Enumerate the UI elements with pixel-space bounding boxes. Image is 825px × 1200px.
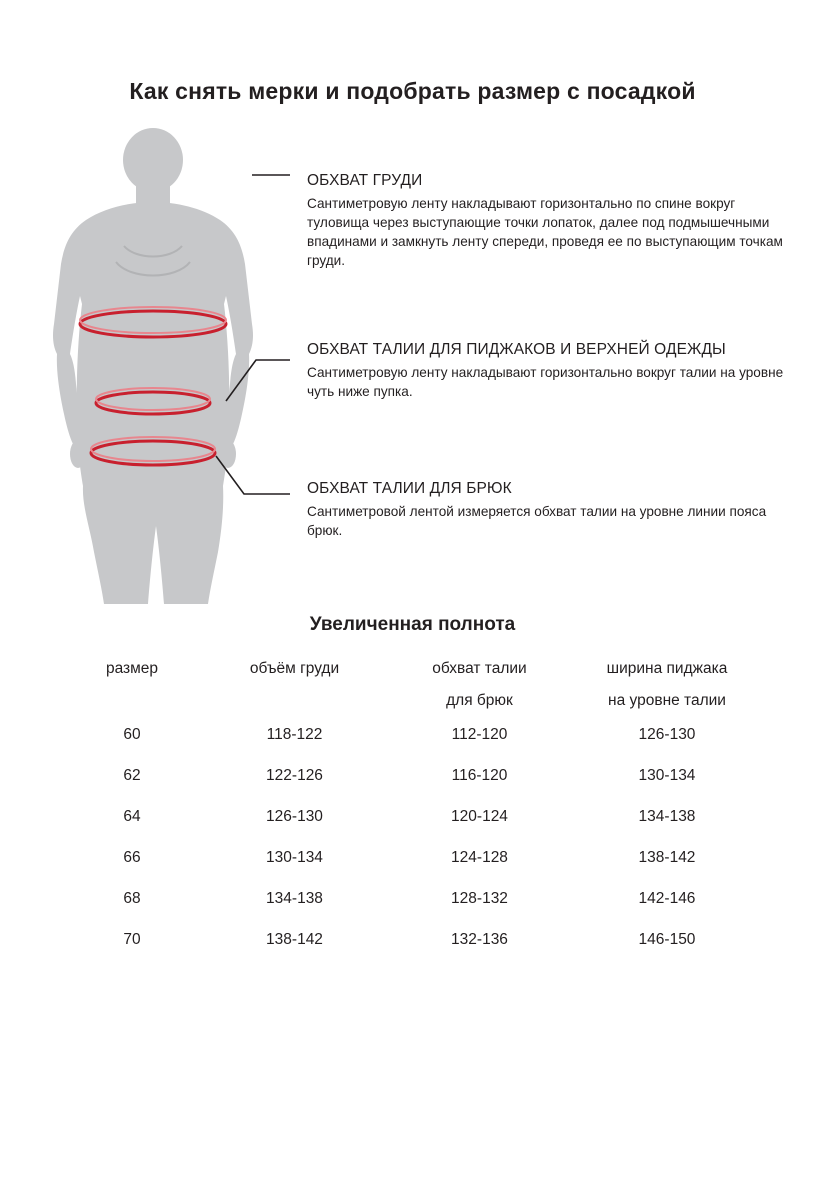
callout-trouser-waist — [307, 480, 787, 540]
size-table — [62, 660, 762, 960]
callout-jacket-waist-heading: ОБХВАТ ТАЛИИ ДЛЯ ПИДЖАКОВ И ВЕРХНЕЙ ОДЕЖДЫ — [307, 341, 726, 358]
cell-jacket-width: 130-134 — [638, 767, 696, 784]
body-figure-svg — [20, 128, 290, 608]
header-line1: объём груди — [249, 660, 340, 677]
header-line1: обхват талии — [432, 660, 527, 677]
table-row — [62, 837, 762, 878]
header-line1: размер — [105, 660, 159, 677]
table-row — [62, 714, 762, 755]
body-figure — [20, 128, 290, 608]
cell-size: 64 — [123, 808, 141, 825]
cell-chest: 138-142 — [266, 931, 323, 948]
cell-waist: 128-132 — [451, 890, 508, 907]
header-line1: ширина пиджака — [606, 660, 728, 677]
cell-waist: 124-128 — [451, 849, 508, 866]
body-silhouette — [53, 128, 253, 604]
table-row — [62, 878, 762, 919]
callout-trouser-waist-heading: ОБХВАТ ТАЛИИ ДЛЯ БРЮК — [307, 480, 512, 497]
cell-chest: 130-134 — [266, 849, 323, 866]
size-table-header-chest — [202, 660, 387, 714]
table-row — [62, 755, 762, 796]
cell-chest: 118-122 — [266, 726, 323, 743]
cell-chest: 126-130 — [266, 808, 323, 825]
header-line2: для брюк — [446, 692, 513, 709]
callout-chest-body: Сантиметровую ленту накладывают горизонтально по спине вокруг туловища через выступающие точки лопаток, далее под подмышечными впадинами и замкнуть ленту спереди, проведя ее по выступающим точкам груди. — [307, 196, 783, 268]
cell-waist: 120-124 — [451, 808, 508, 825]
cell-waist: 116-120 — [451, 767, 508, 784]
cell-jacket-width: 142-146 — [638, 890, 696, 907]
cell-chest: 122-126 — [266, 767, 323, 784]
callout-chest-heading: ОБХВАТ ГРУДИ — [307, 172, 423, 189]
cell-waist: 112-120 — [451, 726, 508, 743]
size-table-header-size — [62, 660, 202, 714]
size-table-header-waist — [387, 660, 572, 714]
table-row — [62, 796, 762, 837]
size-table-header-jacket-width — [572, 660, 762, 714]
table-row — [62, 919, 762, 960]
callout-trouser-waist-body: Сантиметровой лентой измеряется обхват талии на уровне линии пояса брюк. — [307, 504, 767, 538]
cell-size: 68 — [123, 890, 141, 907]
cell-jacket-width: 138-142 — [638, 849, 696, 866]
cell-waist: 132-136 — [451, 931, 508, 948]
cell-jacket-width: 126-130 — [638, 726, 696, 743]
cell-size: 66 — [123, 849, 141, 866]
cell-jacket-width: 146-150 — [638, 931, 696, 948]
cell-size: 62 — [123, 767, 141, 784]
size-table-title: Увеличенная полнота — [309, 614, 516, 635]
cell-chest: 134-138 — [266, 890, 323, 907]
cell-size: 60 — [123, 726, 141, 743]
callout-jacket-waist-body: Сантиметровую ленту накладывают горизонтально вокруг талии на уровне чуть ниже пупка. — [307, 365, 784, 399]
size-table-header-row — [62, 660, 762, 714]
callout-jacket-waist — [307, 341, 807, 401]
header-line2: на уровне талии — [608, 692, 726, 709]
cell-jacket-width: 134-138 — [638, 808, 696, 825]
callout-chest — [307, 172, 787, 270]
page-title: Как снять мерки и подобрать размер с посадкой — [129, 78, 696, 104]
cell-size: 70 — [123, 931, 141, 948]
